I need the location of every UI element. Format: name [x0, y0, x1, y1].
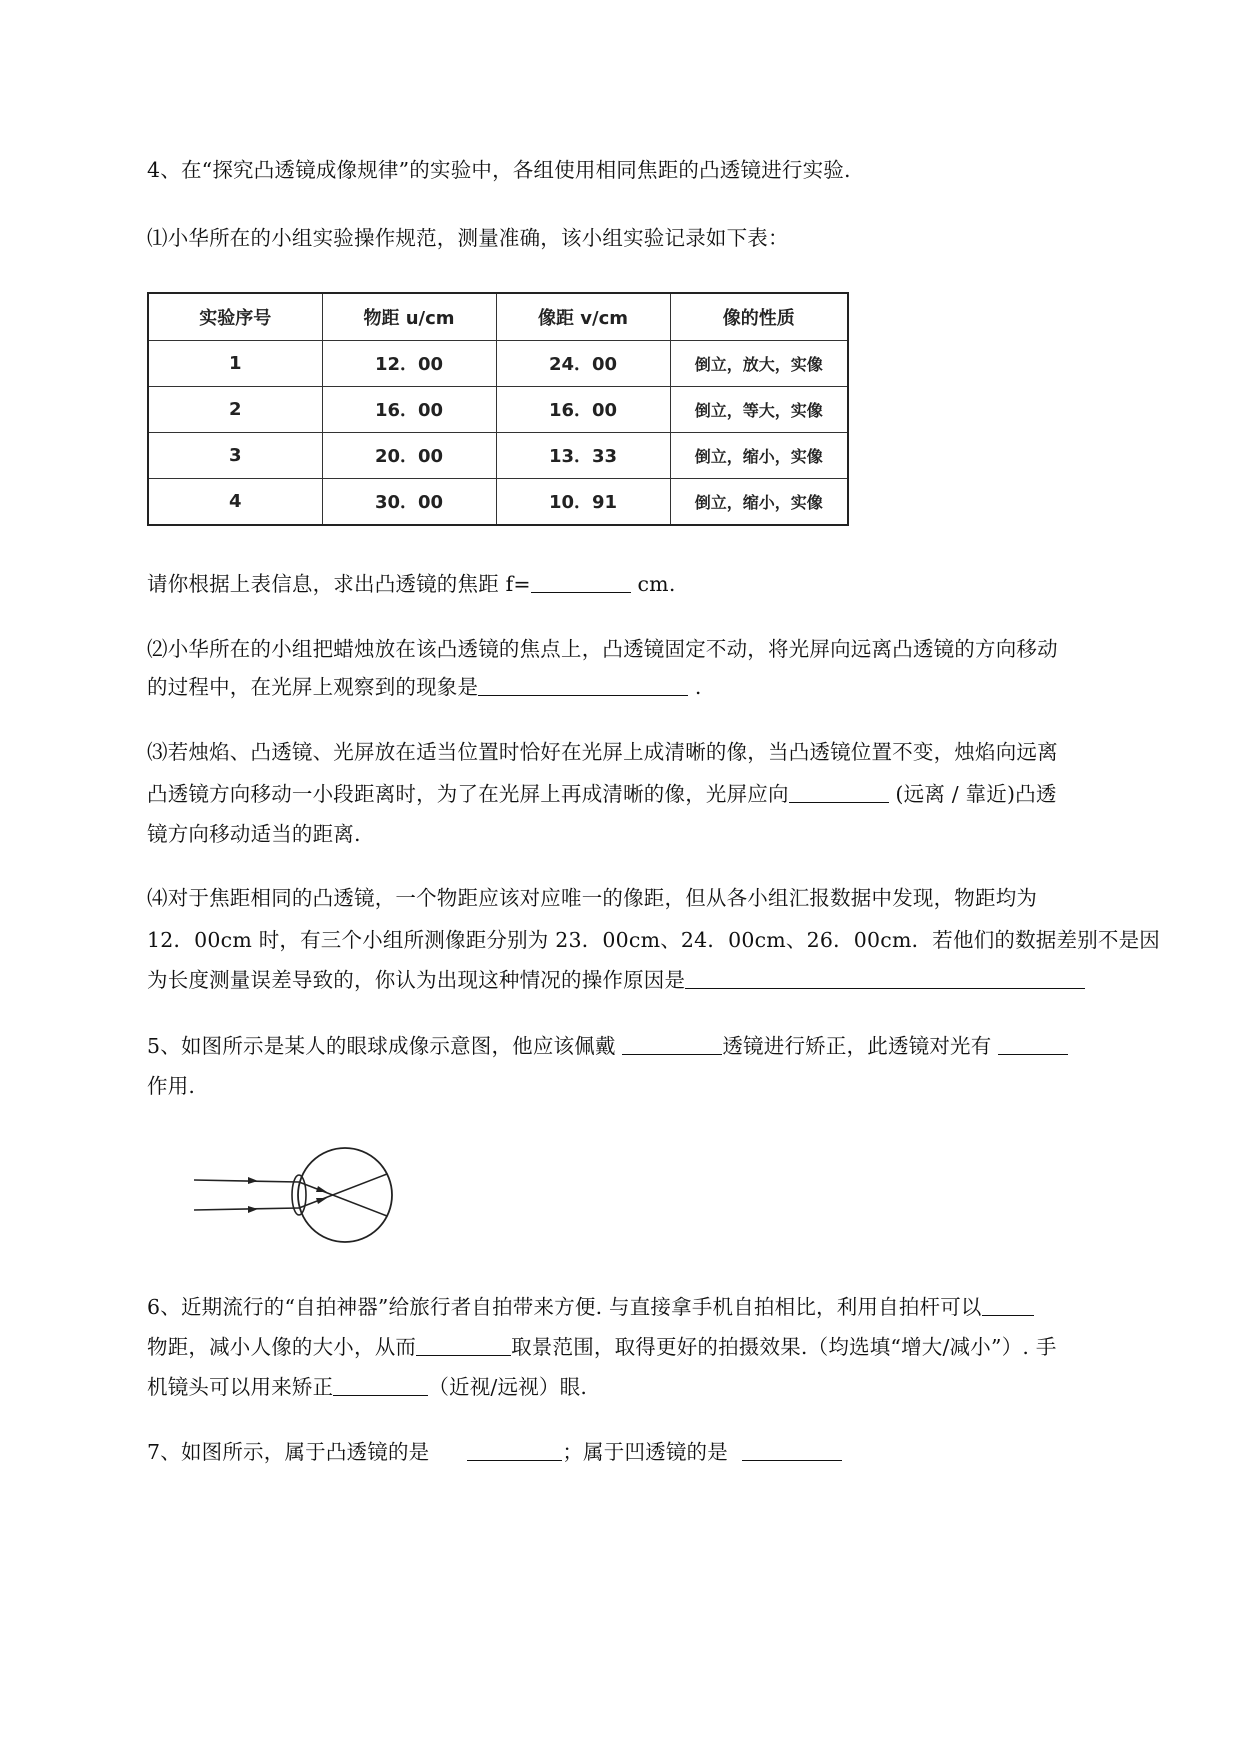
answer-blank-convex[interactable]	[467, 1440, 562, 1461]
q4-part1: ⑴小华所在的小组实验操作规范，测量准确，该小组实验记录如下表：	[147, 226, 789, 250]
q4-focal-line	[147, 570, 676, 598]
eyeball-outline	[298, 1148, 392, 1242]
table-header-cell: 像的性质	[670, 293, 848, 341]
table-row	[148, 386, 848, 432]
table-header-cell: 像距 v/cm	[496, 293, 670, 341]
answer-blank-concave[interactable]	[742, 1440, 842, 1461]
q4-part3-line2	[147, 780, 1057, 808]
table-row	[148, 341, 848, 387]
answer-blank-vision-correction[interactable]	[333, 1375, 428, 1396]
table-cell: 倒立，缩小，实像	[670, 478, 848, 525]
q4-part3-prefix: 凸透镜方向移动一小段距离时，为了在光屏上再成清晰的像，光屏应向	[147, 782, 789, 806]
table-header-row	[148, 293, 848, 341]
answer-blank-light-effect[interactable]	[998, 1034, 1068, 1055]
table-cell: 24．00	[496, 341, 670, 387]
q5-line1	[147, 1032, 1068, 1060]
answer-blank-lens-type[interactable]	[622, 1034, 722, 1055]
q4-part2-line1: ⑵小华所在的小组把蜡烛放在该凸透镜的焦点上，凸透镜固定不动，将光屏向远离凸透镜的方向移动	[147, 637, 1058, 661]
table-cell: 20．00	[322, 432, 496, 478]
q6-line1	[147, 1293, 1034, 1321]
answer-blank-screen-direction[interactable]	[789, 782, 889, 803]
incident-ray-bottom	[194, 1208, 299, 1210]
table-cell: 倒立，放大，实像	[670, 341, 848, 387]
q6-line2	[147, 1333, 1057, 1361]
q4-part3-line1: ⑶若烛焰、凸透镜、光屏放在适当位置时恰好在光屏上成清晰的像，当凸透镜位置不变，烛焰向远离	[147, 740, 1058, 764]
q6-line2-prefix: 物距，减小人像的大小，从而	[147, 1335, 417, 1359]
q4-part4-line2: 12．00cm 时，有三个小组所测像距分别为 23．00cm、24．00cm、26．00cm．若他们的数据差别不是因	[147, 928, 1160, 952]
refracted-ray-top	[299, 1182, 387, 1216]
q4-part2-prefix: 的过程中，在光屏上观察到的现象是	[147, 675, 479, 699]
q4-focal-suffix: cm.	[630, 572, 676, 596]
table-cell: 1	[148, 341, 322, 387]
table-header-cell: 物距 u/cm	[322, 293, 496, 341]
answer-blank-object-distance[interactable]	[982, 1295, 1034, 1316]
answer-blank-phenomenon[interactable]	[478, 675, 688, 696]
experiment-table	[147, 292, 849, 526]
eye-lens	[292, 1175, 306, 1215]
q4-part4-line1: ⑷对于焦距相同的凸透镜，一个物距应该对应唯一的像距，但从各小组汇报数据中发现，物距均为	[147, 886, 1038, 910]
q4-part4-prefix: 为长度测量误差导致的，你认为出现这种情况的操作原因是	[147, 968, 686, 992]
q4-part2-line2	[147, 673, 702, 701]
table-cell: 30．00	[322, 478, 496, 525]
q4-part3-line3: 镜方向移动适当的距离.	[147, 822, 361, 846]
q6-line3-suffix: （近视/远视）眼.	[428, 1375, 588, 1399]
q6-line2-suffix: 取景范围，取得更好的拍摄效果.（均选填“增大/减小”）. 手	[511, 1335, 1057, 1359]
refracted-ray-bottom	[299, 1174, 387, 1208]
q7-middle: ；属于凹透镜的是	[562, 1440, 728, 1464]
q7-line	[147, 1438, 842, 1466]
table-cell: 10．91	[496, 478, 670, 525]
q4-part4-line3	[147, 966, 1085, 994]
eyeball-diagram	[190, 1140, 410, 1250]
q5-middle: 透镜进行矫正，此透镜对光有	[722, 1034, 999, 1058]
q4-part2-suffix: .	[688, 675, 702, 699]
q5-line2: 作用.	[147, 1074, 196, 1098]
table-cell: 2	[148, 386, 322, 432]
table-cell: 倒立，缩小，实像	[670, 432, 848, 478]
table-cell: 16．00	[496, 386, 670, 432]
q6-line3-prefix: 机镜头可以用来矫正	[147, 1375, 334, 1399]
table-cell: 16．00	[322, 386, 496, 432]
q6-prefix: 6、近期流行的“自拍神器”给旅行者自拍带来方便. 与直接拿手机自拍相比，利用自拍杆可以	[147, 1295, 982, 1319]
answer-blank-view-range[interactable]	[416, 1335, 511, 1356]
answer-blank-operation-reason[interactable]	[685, 968, 1085, 989]
table-cell: 4	[148, 478, 322, 525]
answer-blank-focal[interactable]	[531, 572, 631, 593]
q4-title: 4、在“探究凸透镜成像规律”的实验中，各组使用相同焦距的凸透镜进行实验.	[147, 158, 851, 182]
arrow-bottom	[248, 1206, 258, 1213]
table-row	[148, 432, 848, 478]
q6-line3	[147, 1373, 587, 1401]
q4-part3-suffix: (远离 / 靠近)凸透	[888, 782, 1057, 806]
incident-ray-top	[194, 1180, 299, 1182]
arrow-inner-top	[316, 1186, 327, 1192]
table-header-cell: 实验序号	[148, 293, 322, 341]
table-cell: 12．00	[322, 341, 496, 387]
table-cell: 13．33	[496, 432, 670, 478]
q5-prefix: 5、如图所示是某人的眼球成像示意图，他应该佩戴	[147, 1034, 623, 1058]
arrow-inner-bottom	[316, 1198, 327, 1204]
q7-prefix: 7、如图所示，属于凸透镜的是	[147, 1440, 430, 1464]
arrow-top	[248, 1177, 258, 1184]
table-cell: 倒立，等大，实像	[670, 386, 848, 432]
q4-focal-prefix: 请你根据上表信息，求出凸透镜的焦距 f=	[147, 572, 531, 596]
table-row	[148, 478, 848, 525]
table-cell: 3	[148, 432, 322, 478]
